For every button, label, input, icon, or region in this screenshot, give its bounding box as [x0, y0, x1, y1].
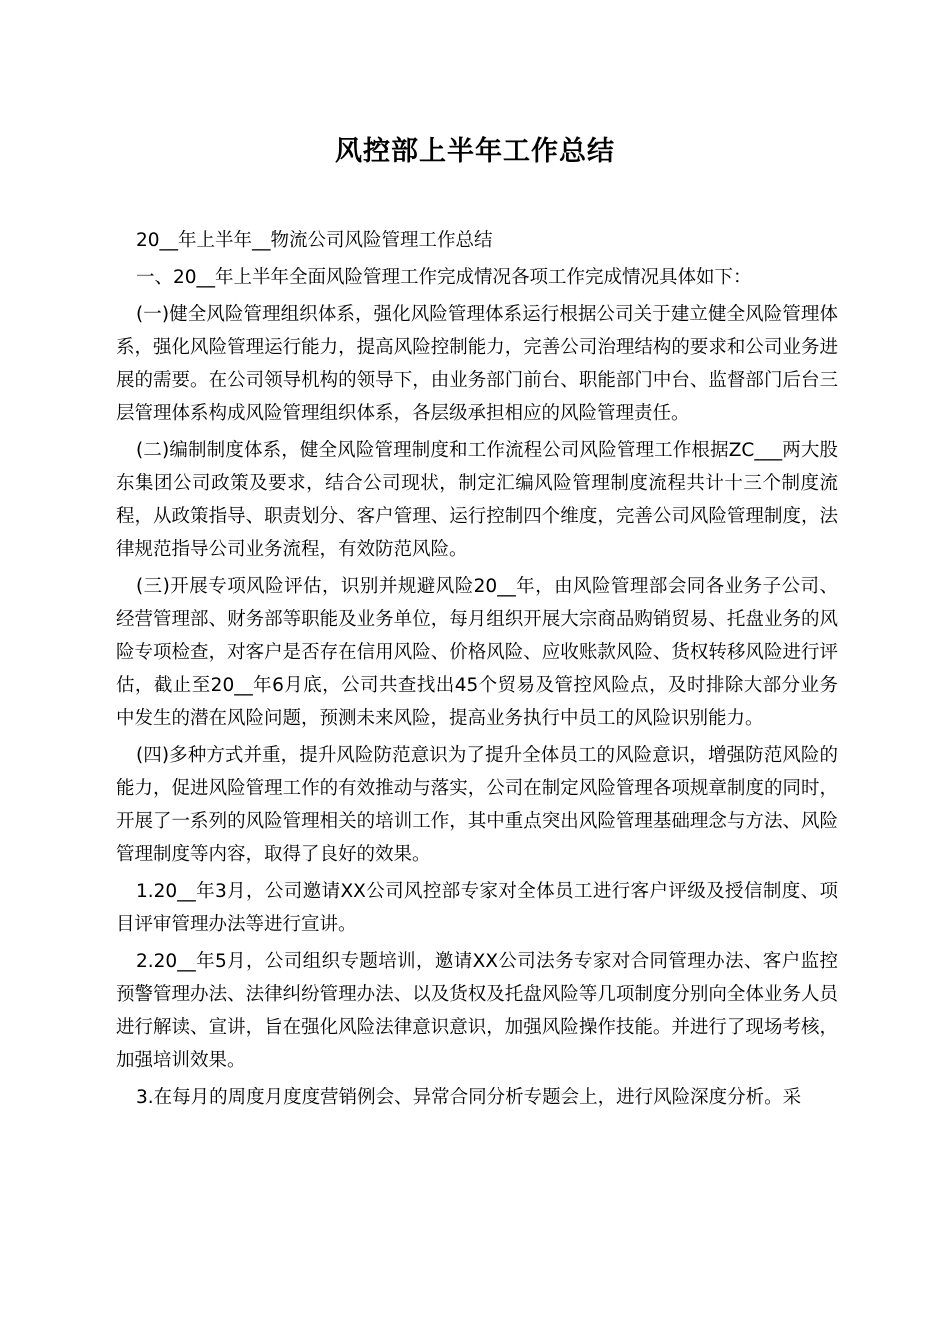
paragraph-section-1: 一、20__年上半年全面风险管理工作完成情况各项工作完成情况具体如下：: [136, 267, 752, 288]
paragraph-item-2: (二)编制制度体系，健全风险管理制度和工作流程公司风险管理工作根据ZC___两大股东集团公司政策及要求，结合公司现状，制定汇编风险管理制度流程共计十三个制度流程，从政策指导、职责划分、客户管理、运行控制四个维度，完善公司风险管理制度，法律规范指导公司业务流程，有效防范风险。: [116, 440, 838, 560]
paragraph-training-2: 2.20__年5月，公司组织专题培训，邀请XX公司法务专家对合同管理办法、客户监控预警管理办法、法律纠纷管理办法、以及货权及托盘风险等几项制度分别向全体业务人员进行解读、宣讲，旨在强化风险法律意识意识，加强风险操作技能。并进行了现场考核，加强培训效果。: [116, 951, 838, 1071]
document-body: [116, 224, 838, 1118]
paragraph-item-3: (三)开展专项风险评估，识别并规避风险20__年，由风险管理部会同各业务子公司、经营管理部、财务部等职能及业务单位，每月组织开展大宗商品购销贸易、托盘业务的风险专项检查，对客户是否存在信用风险、价格风险、应收账款风险、货权转移风险进行评估，截止至20__年6月底，公司共查找出45个贸易及管控风险点，及时排除大部分业务中发生的潜在风险问题，预测未来风险，提高业务执行中员工的风险识别能力。: [116, 576, 838, 729]
paragraph-training-1: 1.20__年3月，公司邀请XX公司风控部专家对全体员工进行客户评级及授信制度、项目评审管理办法等进行宣讲。: [116, 881, 838, 935]
document-title: 风控部上半年工作总结: [335, 136, 615, 167]
paragraph-subtitle: 20__年上半年__物流公司风险管理工作总结: [136, 230, 493, 251]
paragraph-item-4: (四)多种方式并重，提升风险防范意识为了提升全体员工的风险意识，增强防范风险的能力，促进风险管理工作的有效推动与落实，公司在制定风险管理各项规章制度的同时，开展了一系列的风险管理相关的培训工作，其中重点突出风险管理基础理念与方法、风险管理制度等内容，取得了良好的效果。: [116, 745, 838, 865]
paragraph-item-1: (一)健全风险管理组织体系，强化风险管理体系运行根据公司关于建立健全风险管理体系，强化风险管理运行能力，提高风险控制能力，完善公司治理结构的要求和公司业务进展的需要。在公司领导机构的领导下，由业务部门前台、职能部门中台、监督部门后台三层管理体系构成风险管理组织体系，各层级承担相应的风险管理责任。: [116, 304, 838, 424]
paragraph-training-3: 3.在每月的周度月度度营销例会、异常合同分析专题会上，进行风险深度分析。采: [136, 1087, 802, 1108]
